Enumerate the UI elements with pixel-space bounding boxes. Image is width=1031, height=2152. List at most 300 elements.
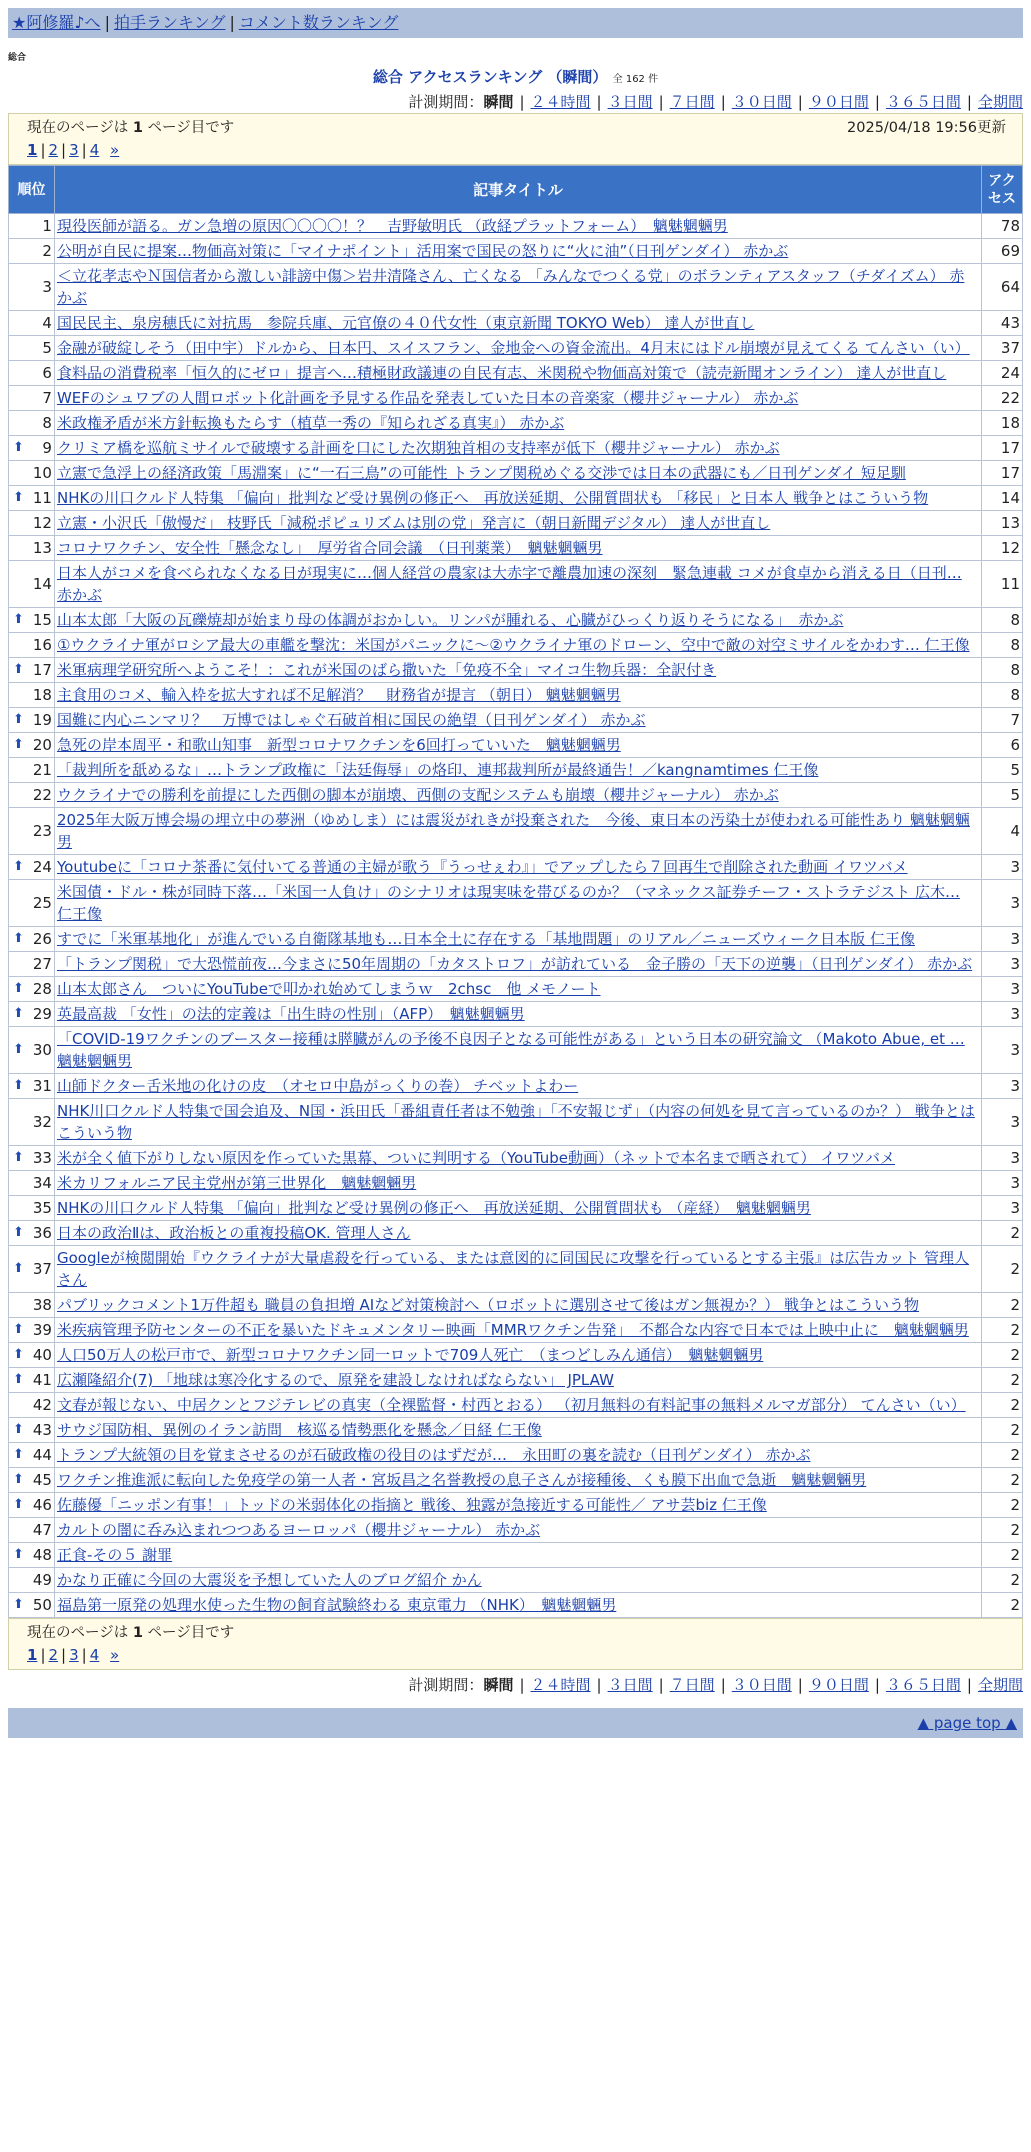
rank-cell (9, 536, 55, 561)
access-count: 3 (982, 1099, 1023, 1146)
rank-up-arrow-icon: ⬆ (13, 612, 24, 627)
period-label: 計測期間： (408, 93, 484, 111)
period-separator: | (720, 1676, 726, 1694)
table-row (9, 880, 1023, 927)
access-count: 3 (982, 977, 1023, 1002)
rank-cell (9, 1074, 55, 1099)
period-link[interactable]: ３６５日間 (885, 93, 961, 111)
table-row (9, 1318, 1023, 1343)
title-cell (54, 855, 981, 880)
rank-number: 47 (32, 1521, 52, 1539)
article-title-link[interactable]: 日本人がコメを食べられなくなる日が現実に…個人経営の農家は大赤字で離農加速の深刻 緊急連載 コメが食卓から消える日（日刊… 赤かぶ (56, 564, 962, 604)
item-count: 全 162 件 (612, 74, 659, 85)
rank-number: 18 (32, 686, 52, 704)
article-title-link[interactable]: NHK川口クルド人特集で国会追及、N国・浜田氏「番組責任者は不勉強」「不安報じず」（内容の何処を見て言っているのか？） 戦争とはこういう物 (56, 1102, 975, 1142)
rank-up-arrow-icon: ⬆ (13, 440, 24, 455)
rank-number: 40 (32, 1346, 52, 1364)
article-title-link[interactable]: 米疾病管理予防センターの不正を暴いたドキュメンタリー映画「MMRワクチン告発」 不都合な内容で日本では上映中止に 魑魅魍魎男 (56, 1321, 969, 1339)
rank-cell (9, 733, 55, 758)
period-link[interactable]: ７日間 (669, 1676, 715, 1694)
period-link[interactable]: ３日間 (607, 1676, 653, 1694)
table-row (9, 952, 1023, 977)
rank-cell (9, 977, 55, 1002)
access-count: 13 (982, 511, 1023, 536)
rank-cell (9, 658, 55, 683)
rank-number: 16 (32, 636, 52, 654)
access-count: 3 (982, 1146, 1023, 1171)
title-cell (54, 1146, 981, 1171)
table-row (9, 1518, 1023, 1543)
page-separator: | (40, 1646, 46, 1664)
rank-cell (9, 486, 55, 511)
rank-number: 34 (32, 1174, 52, 1192)
rank-cell (9, 633, 55, 658)
table-row (9, 1246, 1023, 1293)
access-count: 3 (982, 1171, 1023, 1196)
table-row (9, 461, 1023, 486)
title-cell (54, 1568, 981, 1593)
title-cell (54, 1343, 981, 1368)
rank-cell (9, 386, 55, 411)
title-cell (54, 486, 981, 511)
rank-number: 32 (32, 1113, 52, 1131)
access-count: 2 (982, 1293, 1023, 1318)
table-row (9, 783, 1023, 808)
rank-number: 6 (42, 364, 52, 382)
rank-up-arrow-icon: ⬆ (13, 490, 24, 505)
period-separator: | (519, 93, 525, 111)
access-count: 37 (982, 336, 1023, 361)
access-count: 14 (982, 486, 1023, 511)
table-row (9, 239, 1023, 264)
access-count: 69 (982, 239, 1023, 264)
rank-cell (9, 1568, 55, 1593)
period-separator: | (874, 1676, 880, 1694)
title-cell (54, 1221, 981, 1246)
article-title-link[interactable]: 米が全く値下がりしない原因を作っていた黒幕、ついに判明する（YouTube動画）（ネットで本名まで晒されて） イワツバメ (56, 1149, 895, 1167)
next-page-link[interactable]: » (110, 1646, 120, 1664)
article-title-link[interactable]: 広瀬隆紹介(7) 「地球は寒冷化するので、原発を建設しなければならない」 JPLAW (56, 1371, 614, 1389)
page-link-current[interactable]: 1 (27, 141, 38, 159)
period-link[interactable]: ３６５日間 (885, 1676, 961, 1694)
table-row (9, 1443, 1023, 1468)
access-count: 6 (982, 733, 1023, 758)
table-row (9, 658, 1023, 683)
article-title-link[interactable]: 2025年大阪万博会場の埋立中の夢洲（ゆめしま）には震災がれきが投棄された 今後、東日本の汚染土が使われる可能性あり 魑魅魍魎男 (56, 811, 970, 851)
title-cell (54, 1246, 981, 1293)
access-count: 43 (982, 311, 1023, 336)
title-cell (54, 1418, 981, 1443)
access-count: 17 (982, 461, 1023, 486)
period-separator: | (519, 1676, 525, 1694)
article-title-link[interactable]: 山本太郎「大阪の瓦礫焼却が始まり母の体調がおかしい。リンパが腫れる、心臓がひっくり返りそうになる」 赤かぶ (56, 611, 844, 629)
rank-cell (9, 1543, 55, 1568)
table-row (9, 1593, 1023, 1618)
col-title-header: 記事タイトル (54, 166, 981, 214)
rank-cell (9, 1027, 55, 1074)
article-title-link[interactable]: 文春が報じない、中居クンとフジテレビの真実（全裸監督・村西とおる） （初月無料の有料記事の無料メルマガ部分） てんさい（い） (56, 1396, 966, 1414)
title-cell (54, 658, 981, 683)
rank-up-arrow-icon: ⬆ (13, 1261, 24, 1276)
title-cell (54, 683, 981, 708)
title-cell (54, 1318, 981, 1343)
period-separator: | (658, 93, 664, 111)
next-page-link[interactable]: » (110, 141, 120, 159)
title-cell (54, 386, 981, 411)
article-title-link[interactable]: 人口50万人の松戸市で、新型コロナワクチン同一ロットで709人死亡 （まつどしみん通信） 魑魅魍魎男 (56, 1346, 764, 1364)
title-cell (54, 1368, 981, 1393)
page-separator: | (61, 141, 67, 159)
period-link[interactable]: ７日間 (669, 93, 715, 111)
rank-number: 1 (42, 217, 52, 235)
rank-cell (9, 511, 55, 536)
page-link-current[interactable]: 1 (27, 1646, 38, 1664)
article-title-link[interactable]: 国難に内心ニンマリ？ 万博ではしゃぐ石破首相に国民の絶望（日刊ゲンダイ） 赤かぶ (56, 711, 646, 729)
title-cell (54, 264, 981, 311)
rank-number: 50 (32, 1596, 52, 1614)
article-title-link[interactable]: 主食用のコメ、輸入枠を拡大すれば不足解消？ 財務省が提言 （朝日） 魑魅魍魎男 (56, 686, 621, 704)
page-link[interactable]: 4 (89, 1646, 100, 1664)
rank-cell (9, 708, 55, 733)
table-row (9, 683, 1023, 708)
rank-up-arrow-icon: ⬆ (13, 931, 24, 946)
rank-cell (9, 1293, 55, 1318)
nav-separator: | (104, 13, 110, 32)
page-spacer (102, 141, 107, 159)
title-cell (54, 952, 981, 977)
page-link[interactable]: 3 (69, 141, 79, 159)
article-title-link[interactable]: 公明が自民に提案…物価高対策に「マイナポイント」活用案で国民の怒りに“火に油”（日刊ゲンダイ） 赤かぶ (56, 242, 789, 260)
access-count: 2 (982, 1493, 1023, 1518)
rank-up-arrow-icon: ⬆ (13, 1322, 24, 1337)
table-row (9, 1368, 1023, 1393)
table-row (9, 536, 1023, 561)
article-title-link[interactable]: 米国債・ドル・株が同時下落…「米国一人負け」のシナリオは現実味を帯びるのか？（マネックス証券チーフ・ストラテジスト 広木… 仁王像 (56, 883, 960, 923)
rank-number: 25 (32, 894, 52, 912)
comment-ranking-link[interactable]: コメント数ランキング (238, 13, 399, 32)
rank-cell (9, 1493, 55, 1518)
page-link[interactable]: 2 (48, 141, 59, 159)
title-cell (54, 214, 981, 239)
article-title-link[interactable]: ＜立花孝志やＮ国信者から激しい誹謗中傷＞岩井清隆さん、亡くなる 「みんなでつくる党」のボランティアスタッフ（チダイズム） 赤かぶ (56, 267, 965, 307)
rank-number: 37 (32, 1260, 52, 1278)
rank-number: 45 (32, 1471, 52, 1489)
table-row (9, 1543, 1023, 1568)
article-title-link[interactable]: ワクチン推進派に転向した免疫学の第一人者・宮坂昌之名誉教授の息子さんが接種後、くも膜下出血で急逝 魑魅魍魎男 (56, 1471, 867, 1489)
access-count: 3 (982, 1002, 1023, 1027)
rank-cell (9, 927, 55, 952)
article-title-link[interactable]: 現役医師が語る。ガン急増の原因〇〇〇〇！？ 吉野敏明氏 （政経プラットフォーム） 魑魅魍魎男 (56, 217, 728, 235)
table-row (9, 1418, 1023, 1443)
page-separator: | (61, 1646, 67, 1664)
article-title-link[interactable]: 山本太郎さん ついにYouTubeで叩かれ始めてしまうｗ 2chsc 他 メモノート (56, 980, 601, 998)
title-cell (54, 1468, 981, 1493)
article-title-link[interactable]: 「トランプ関税」で大恐慌前夜…今まさに50年周期の「カタストロフ」が訪れている 金子勝の「天下の逆襲」（日刊ゲンダイ） 赤かぶ (56, 955, 973, 973)
page-top-link[interactable]: ▲ page top ▲ (917, 1714, 1017, 1732)
period-separator: | (874, 93, 880, 111)
article-title-link[interactable]: クリミア橋を巡航ミサイルで破壊する計画を口にした次期独首相の支持率が低下（櫻井ジャーナル） 赤かぶ (56, 439, 780, 457)
rank-cell (9, 1146, 55, 1171)
table-row (9, 264, 1023, 311)
rank-number: 14 (32, 575, 52, 593)
rank-number: 10 (32, 464, 52, 482)
col-access-header: アクセス (982, 166, 1023, 214)
rank-number: 26 (32, 930, 52, 948)
rank-number: 44 (32, 1446, 52, 1464)
access-count: 12 (982, 536, 1023, 561)
article-title-link[interactable]: 金融が破綻しそう（田中宇）ドルから、日本円、スイスフラン、金地金への資金流出。4月末にはドル崩壊が見えてくる てんさい（い） (56, 339, 970, 357)
rank-up-arrow-icon: ⬆ (13, 1547, 24, 1562)
article-title-link[interactable]: WEFのシュワブの人間ロボット化計画を予見する作品を発表していた日本の音楽家（櫻井ジャーナル） 赤かぶ (56, 389, 799, 407)
rank-up-arrow-icon: ⬆ (13, 1472, 24, 1487)
article-title-link[interactable]: パブリックコメント1万件超も 職員の負担増 AIなど対策検討へ（ロボットに選別させて後はガン無視か？） 戦争とはこういう物 (56, 1296, 920, 1314)
rank-number: 5 (42, 339, 52, 357)
access-count: 3 (982, 1196, 1023, 1221)
access-count: 2 (982, 1368, 1023, 1393)
period-separator: | (720, 93, 726, 111)
rank-number: 36 (32, 1224, 52, 1242)
table-row (9, 486, 1023, 511)
rank-cell (9, 880, 55, 927)
rank-up-arrow-icon: ⬆ (13, 981, 24, 996)
rank-cell (9, 1099, 55, 1146)
page-links (27, 139, 1006, 161)
rank-cell (9, 1002, 55, 1027)
rank-number: 27 (32, 955, 52, 973)
rank-cell (9, 808, 55, 855)
applause-ranking-link[interactable]: 拍手ランキング (113, 13, 226, 32)
article-title-link[interactable]: Googleが検閲開始『ウクライナが大量虐殺を行っている、または意図的に同国民に攻撃を行っているとする主張』は広告カット 管理人さん (56, 1249, 970, 1289)
access-count: 2 (982, 1568, 1023, 1593)
page-link[interactable]: 3 (69, 1646, 79, 1664)
article-title-link[interactable]: 福島第一原発の処理水使った生物の飼育試験終わる 東京電力 （NHK） 魑魅魍魎男 (56, 1596, 617, 1614)
rank-cell (9, 264, 55, 311)
rank-up-arrow-icon: ⬆ (13, 662, 24, 677)
page-separator: | (40, 141, 46, 159)
article-title-link[interactable]: 食料品の消費税率「恒久的にゼロ」提言へ…積極財政議連の自民有志、米関税や物価高対策で（読売新聞オンライン） 達人が世直し (56, 364, 947, 382)
article-title-link[interactable]: 立憲で急浮上の経済政策「馬淵案」に“一石三鳥”の可能性 トランプ関税めぐる交渉では日本の武器にも／日刊ゲンダイ 短足馴 (56, 464, 906, 482)
article-title-link[interactable]: 米カリフォルニア民主党州が第三世界化 魑魅魍魎男 (56, 1174, 417, 1192)
article-title-link[interactable]: 「COVID-19ワクチンのブースター接種は膵臓がんの予後不良因子となる可能性がある」という日本の研究論文 （Makoto Abue, et … 魑魅魍魎男 (56, 1030, 965, 1070)
table-row (9, 1146, 1023, 1171)
access-count: 24 (982, 361, 1023, 386)
article-title-link[interactable]: 山師ドクター舌米地の化けの皮 （オセロ中島がっくりの巻） チベットよわー (56, 1077, 579, 1095)
rank-number: 46 (32, 1496, 52, 1514)
rank-up-arrow-icon: ⬆ (13, 1150, 24, 1165)
title-cell (54, 1493, 981, 1518)
rank-cell (9, 214, 55, 239)
rank-cell (9, 855, 55, 880)
page-link[interactable]: 4 (89, 141, 100, 159)
article-title-link[interactable]: ①ウクライナ軍がロシア最大の車艦を撃沈：米国がパニックに～②ウクライナ軍のドローン、空中で敵の対空ミサイルをかわす… 仁王像 (56, 636, 970, 654)
table-row (9, 1221, 1023, 1246)
table-row (9, 511, 1023, 536)
period-link[interactable]: ３０日間 (731, 93, 792, 111)
rank-cell (9, 608, 55, 633)
ranking-heading (0, 66, 1031, 87)
title-cell (54, 336, 981, 361)
table-row (9, 808, 1023, 855)
access-count: 2 (982, 1593, 1023, 1618)
rank-cell (9, 1418, 55, 1443)
table-row (9, 1393, 1023, 1418)
rank-up-arrow-icon: ⬆ (13, 1497, 24, 1512)
period-link[interactable]: 全期間 (977, 93, 1023, 111)
access-count: 8 (982, 608, 1023, 633)
article-title-link[interactable]: コロナワクチン、安全性「懸念なし」 厚労省合同会議 （日刊薬業） 魑魅魍魎男 (56, 539, 603, 557)
article-title-link[interactable]: トランプ大統領の目を覚まさせるのが石破政権の役目のはずだが… 永田町の裏を読む（日刊ゲンダイ） 赤かぶ (56, 1446, 811, 1464)
period-link[interactable]: ２４時間 (530, 93, 591, 111)
access-count: 2 (982, 1221, 1023, 1246)
rank-number: 3 (42, 278, 52, 296)
access-count: 4 (982, 808, 1023, 855)
rank-cell (9, 1593, 55, 1618)
rank-up-arrow-icon: ⬆ (13, 1597, 24, 1612)
rank-cell (9, 1343, 55, 1368)
title-cell (54, 436, 981, 461)
table-row (9, 1493, 1023, 1518)
rank-number: 35 (32, 1199, 52, 1217)
table-row (9, 1099, 1023, 1146)
table-row (9, 411, 1023, 436)
rank-number: 21 (32, 761, 52, 779)
rank-cell (9, 1221, 55, 1246)
period-separator: | (966, 93, 972, 111)
pager-bottom (8, 1618, 1023, 1670)
rank-number: 7 (42, 389, 52, 407)
title-cell (54, 239, 981, 264)
article-title-link[interactable]: 急死の岸本周平・和歌山知事 新型コロナワクチンを6回打っていいた 魑魅魍魎男 (56, 736, 621, 754)
period-link[interactable]: ３０日間 (731, 1676, 792, 1694)
article-title-link[interactable]: 日本の政治Ⅱは、政治板との重複投稿OK. 管理人さん (56, 1224, 411, 1242)
title-cell (54, 1393, 981, 1418)
article-title-link[interactable]: かなり正確に今回の大震災を予想していた人のブログ紹介 かん (56, 1571, 482, 1589)
footer-bar (8, 1708, 1023, 1738)
rank-number: 24 (32, 858, 52, 876)
period-link[interactable]: ９０日間 (808, 1676, 869, 1694)
rank-number: 31 (32, 1077, 52, 1095)
title-cell (54, 1293, 981, 1318)
article-title-link[interactable]: 米政権矛盾が米方針転換もたらす（植草一秀の『知られざる真実』） 赤かぶ (56, 414, 565, 432)
access-count: 3 (982, 1027, 1023, 1074)
period-link[interactable]: ３日間 (607, 93, 653, 111)
table-row (9, 733, 1023, 758)
period-separator: | (658, 1676, 664, 1694)
page-status: 現在のページは 1 ページ目です (27, 120, 235, 136)
table-row (9, 436, 1023, 461)
title-cell (54, 758, 981, 783)
rank-up-arrow-icon: ⬆ (13, 1078, 24, 1093)
table-row (9, 927, 1023, 952)
title-cell (54, 1171, 981, 1196)
article-title-link[interactable]: 英最高裁 「女性」の法的定義は「出生時の性別」（AFP） 魑魅魍魎男 (56, 1005, 525, 1023)
access-count: 2 (982, 1518, 1023, 1543)
rank-cell (9, 461, 55, 486)
period-current: 瞬間 (483, 1676, 514, 1694)
rank-up-arrow-icon: ⬆ (13, 1372, 24, 1387)
period-separator: | (966, 1676, 972, 1694)
access-count: 8 (982, 658, 1023, 683)
title-cell (54, 927, 981, 952)
rank-number: 4 (42, 314, 52, 332)
article-title-link[interactable]: NHKの川口クルド人特集 「偏向」批判など受け異例の修正へ 再放送延期、公開質問状も 「移民」と日本人 戦争とはこういう物 (56, 489, 929, 507)
title-cell (54, 808, 981, 855)
article-title-link[interactable]: カルトの闇に呑み込まれつつあるヨーロッパ（櫻井ジャーナル） 赤かぶ (56, 1521, 541, 1539)
article-title-link[interactable]: 立憲・小沢氏「傲慢だ」 枝野氏「減税ポピュリズムは別の党」発言に（朝日新聞デジタル） 達人が世直し (56, 514, 771, 532)
rank-number: 33 (32, 1149, 52, 1167)
rank-cell (9, 952, 55, 977)
article-title-link[interactable]: 米軍病理学研究所へようこそ！：これが米国のばら撒いた「免疫不全」マイコ生物兵器：全訳付き (56, 661, 717, 679)
article-title-link[interactable]: NHKの川口クルド人特集 「偏向」批判など受け異例の修正へ 再放送延期、公開質問状も （産経） 魑魅魍魎男 (56, 1199, 811, 1217)
title-cell (54, 1543, 981, 1568)
title-cell (54, 733, 981, 758)
title-cell (54, 633, 981, 658)
access-count: 3 (982, 880, 1023, 927)
rank-up-arrow-icon: ⬆ (13, 1225, 24, 1240)
article-title-link[interactable]: ウクライナでの勝利を前提にした西側の脚本が崩壊、西側の支配システムも崩壊（櫻井ジャーナル） 赤かぶ (56, 786, 779, 804)
page-link[interactable]: 2 (48, 1646, 59, 1664)
article-title-link[interactable]: 佐藤優「ニッポン有事！」トッドの米弱体化の指摘と 戦後、独露が急接近する可能性／ アサ芸biz 仁王像 (56, 1496, 767, 1514)
period-link[interactable]: 全期間 (977, 1676, 1023, 1694)
rank-cell (9, 1318, 55, 1343)
table-row (9, 855, 1023, 880)
table-row (9, 336, 1023, 361)
period-link[interactable]: ９０日間 (808, 93, 869, 111)
article-title-link[interactable]: サウジ国防相、異例のイラン訪問 核巡る情勢悪化を懸念／日経 仁王像 (56, 1421, 542, 1439)
rank-number: 39 (32, 1321, 52, 1339)
rank-cell (9, 1468, 55, 1493)
table-row (9, 608, 1023, 633)
rank-cell (9, 361, 55, 386)
access-count: 3 (982, 855, 1023, 880)
updated-timestamp: 2025/04/18 19:56更新 (847, 120, 1006, 136)
title-cell (54, 608, 981, 633)
home-link[interactable]: ★阿修羅♪へ (12, 13, 101, 32)
rank-number: 12 (32, 514, 52, 532)
access-count: 18 (982, 411, 1023, 436)
table-row (9, 1002, 1023, 1027)
article-title-link[interactable]: 「裁判所を舐めるな」…トランプ政権に「法廷侮辱」の烙印、連邦裁判所が最終通告！／kangnamtimes 仁王像 (56, 761, 819, 779)
table-row (9, 1468, 1023, 1493)
title-cell (54, 1002, 981, 1027)
rank-cell (9, 1393, 55, 1418)
rank-number: 38 (32, 1296, 52, 1314)
table-row (9, 214, 1023, 239)
article-title-link[interactable]: すでに「米軍基地化」が進んでいる自衛隊基地も…日本全土に存在する「基地問題」のリアル／ニューズウィーク日本版 仁王像 (56, 930, 915, 948)
rank-up-arrow-icon: ⬆ (13, 1347, 24, 1362)
table-row (9, 1074, 1023, 1099)
title-cell (54, 461, 981, 486)
rank-cell (9, 239, 55, 264)
table-row (9, 386, 1023, 411)
table-row (9, 1343, 1023, 1368)
article-title-link[interactable]: Youtubeに「コロナ茶番に気付いてる普通の主婦が歌う『うっせぇわ』」でアップしたら７回再生で削除された動画 イワツバメ (56, 858, 908, 876)
rank-number: 49 (32, 1571, 52, 1589)
title-cell (54, 783, 981, 808)
period-separator: | (596, 1676, 602, 1694)
article-title-link[interactable]: 正食-その５ 謝罪 (56, 1546, 173, 1564)
title-cell (54, 511, 981, 536)
access-count: 11 (982, 561, 1023, 608)
period-link[interactable]: ２４時間 (530, 1676, 591, 1694)
rank-up-arrow-icon: ⬆ (13, 1447, 24, 1462)
table-row (9, 1171, 1023, 1196)
rank-number: 48 (32, 1546, 52, 1564)
rank-number: 42 (32, 1396, 52, 1414)
access-count: 2 (982, 1318, 1023, 1343)
article-title-link[interactable]: 国民民主、泉房穂氏に対抗馬 参院兵庫、元官僚の４０代女性（東京新聞 TOKYO Web） 達人が世直し (56, 314, 755, 332)
access-count: 22 (982, 386, 1023, 411)
